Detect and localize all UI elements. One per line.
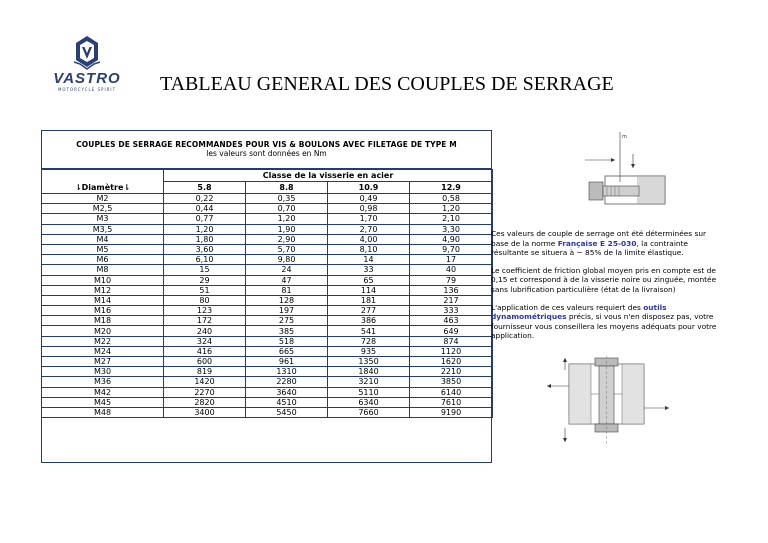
torque-value-cell: 4,00 bbox=[328, 234, 410, 244]
torque-value-cell: 416 bbox=[164, 346, 246, 356]
table-row bbox=[42, 387, 493, 397]
torque-value-cell: 385 bbox=[246, 326, 328, 336]
torque-value-cell: 1,20 bbox=[410, 204, 493, 214]
torque-value-cell: 172 bbox=[164, 316, 246, 326]
torque-value-cell: 65 bbox=[328, 275, 410, 285]
torque-value-cell: 1350 bbox=[328, 357, 410, 367]
torque-value-cell: 217 bbox=[410, 295, 493, 305]
table-row bbox=[42, 377, 493, 387]
table-row bbox=[42, 326, 493, 336]
torque-value-cell: 1120 bbox=[410, 346, 493, 356]
torque-value-cell: 2820 bbox=[164, 397, 246, 407]
norm-text-end: , la contrainte résultante se situera à ~ 85% de la limite élastique. bbox=[491, 238, 689, 258]
torque-value-cell: 8,10 bbox=[328, 244, 410, 254]
torque-value-cell: 9,80 bbox=[246, 255, 328, 265]
torque-value-cell: 541 bbox=[328, 326, 410, 336]
diameter-cell: M36 bbox=[42, 377, 164, 387]
torque-value-cell: 2,10 bbox=[410, 214, 493, 224]
table-row bbox=[42, 255, 493, 265]
torque-value-cell: 80 bbox=[164, 295, 246, 305]
diameter-cell: M14 bbox=[42, 295, 164, 305]
torque-value-cell: 0,44 bbox=[164, 204, 246, 214]
torque-value-cell: 1,20 bbox=[164, 224, 246, 234]
brand-logo bbox=[44, 34, 130, 96]
info-panel bbox=[491, 229, 723, 349]
diameter-cell: M48 bbox=[42, 407, 164, 417]
table-title: COUPLES DE SERRAGE RECOMMANDES POUR VIS & BOULONS AVEC FILETAGE DE TYPE M bbox=[76, 140, 457, 149]
torque-value-cell: 6140 bbox=[410, 387, 493, 397]
table-row bbox=[42, 204, 493, 214]
torque-value-cell: 518 bbox=[246, 336, 328, 346]
diameter-cell: M5 bbox=[42, 244, 164, 254]
table-row bbox=[42, 214, 493, 224]
table-row bbox=[42, 194, 493, 204]
diameter-cell: M10 bbox=[42, 275, 164, 285]
torque-value-cell: 2,70 bbox=[328, 224, 410, 234]
torque-value-cell: 0,98 bbox=[328, 204, 410, 214]
torque-value-cell: 79 bbox=[410, 275, 493, 285]
torque-value-cell: 0,35 bbox=[246, 194, 328, 204]
bolt-assembly-diagram bbox=[529, 356, 684, 446]
table-row bbox=[42, 295, 493, 305]
torque-value-cell: 5110 bbox=[328, 387, 410, 397]
table-header bbox=[42, 131, 491, 169]
torque-value-cell: 1,20 bbox=[246, 214, 328, 224]
torque-value-cell: 1620 bbox=[410, 357, 493, 367]
torque-value-cell: 665 bbox=[246, 346, 328, 356]
class-header-5-8: 5.8 bbox=[164, 182, 246, 194]
svg-text:m: m bbox=[622, 134, 627, 140]
diameter-cell: M20 bbox=[42, 326, 164, 336]
torque-value-cell: 136 bbox=[410, 285, 493, 295]
torque-value-cell: 40 bbox=[410, 265, 493, 275]
table-row bbox=[42, 306, 493, 316]
torque-value-cell: 3400 bbox=[164, 407, 246, 417]
torque-value-cell: 3,60 bbox=[164, 244, 246, 254]
table-row bbox=[42, 367, 493, 377]
table-row bbox=[42, 397, 493, 407]
diameter-cell: M16 bbox=[42, 306, 164, 316]
torque-value-cell: 386 bbox=[328, 316, 410, 326]
table-row bbox=[42, 265, 493, 275]
torque-value-cell: 2280 bbox=[246, 377, 328, 387]
diameter-cell: M22 bbox=[42, 336, 164, 346]
table-row bbox=[42, 407, 493, 417]
diameter-cell: M2,5 bbox=[42, 204, 164, 214]
class-header-12-9: 12.9 bbox=[410, 182, 493, 194]
torque-value-cell: 0,49 bbox=[328, 194, 410, 204]
torque-value-cell: 0,70 bbox=[246, 204, 328, 214]
torque-value-cell: 4,90 bbox=[410, 234, 493, 244]
brand-name: VASTRO bbox=[53, 70, 121, 87]
torque-value-cell: 240 bbox=[164, 326, 246, 336]
table-row bbox=[42, 224, 493, 234]
table-row bbox=[42, 316, 493, 326]
table-row bbox=[42, 357, 493, 367]
torque-value-cell: 0,22 bbox=[164, 194, 246, 204]
torque-value-cell: 4510 bbox=[246, 397, 328, 407]
diameter-cell: M3,5 bbox=[42, 224, 164, 234]
class-header-8-8: 8.8 bbox=[246, 182, 328, 194]
torque-value-cell: 5450 bbox=[246, 407, 328, 417]
norm-paragraph bbox=[491, 229, 723, 258]
torque-value-cell: 3210 bbox=[328, 377, 410, 387]
torque-value-cell: 29 bbox=[164, 275, 246, 285]
torque-value-cell: 47 bbox=[246, 275, 328, 285]
class-header-row bbox=[42, 170, 493, 182]
torque-value-cell: 1840 bbox=[328, 367, 410, 377]
torque-value-cell: 114 bbox=[328, 285, 410, 295]
class-header: Classe de la visserie en acier bbox=[164, 170, 493, 182]
torque-value-cell: 935 bbox=[328, 346, 410, 356]
torque-value-cell: 3,30 bbox=[410, 224, 493, 234]
logo-emblem-icon bbox=[44, 34, 130, 70]
diameter-cell: M4 bbox=[42, 234, 164, 244]
torque-value-cell: 2270 bbox=[164, 387, 246, 397]
table-subtitle: les valeurs sont données en Nm bbox=[206, 149, 327, 158]
torque-table bbox=[41, 130, 492, 463]
diameter-cell: M45 bbox=[42, 397, 164, 407]
torque-value-cell: 6,10 bbox=[164, 255, 246, 265]
torque-grid bbox=[41, 169, 493, 418]
torque-value-cell: 600 bbox=[164, 357, 246, 367]
torque-value-cell: 5,70 bbox=[246, 244, 328, 254]
torque-value-cell: 9,70 bbox=[410, 244, 493, 254]
tools-link[interactable]: outils dynamométriques bbox=[491, 302, 667, 322]
torque-value-cell: 128 bbox=[246, 295, 328, 305]
torque-value-cell: 9190 bbox=[410, 407, 493, 417]
tools-text-end: précis, si vous n'en disposez pas, votre fournisseur vous conseillera les moyens adéquats pour votre application. bbox=[491, 312, 717, 341]
table-row bbox=[42, 275, 493, 285]
diameter-cell: M8 bbox=[42, 265, 164, 275]
torque-value-cell: 0,77 bbox=[164, 214, 246, 224]
torque-value-cell: 3640 bbox=[246, 387, 328, 397]
diameter-header: ⇂Diamètre⇂ bbox=[42, 182, 164, 194]
table-row bbox=[42, 285, 493, 295]
table-row bbox=[42, 244, 493, 254]
torque-value-cell: 123 bbox=[164, 306, 246, 316]
torque-value-cell: 1420 bbox=[164, 377, 246, 387]
torque-value-cell: 277 bbox=[328, 306, 410, 316]
torque-value-cell: 17 bbox=[410, 255, 493, 265]
torque-value-cell: 7660 bbox=[328, 407, 410, 417]
torque-value-cell: 33 bbox=[328, 265, 410, 275]
torque-value-cell: 6340 bbox=[328, 397, 410, 407]
torque-value-cell: 874 bbox=[410, 336, 493, 346]
torque-value-cell: 1310 bbox=[246, 367, 328, 377]
class-header-10-9: 10.9 bbox=[328, 182, 410, 194]
torque-value-cell: 81 bbox=[246, 285, 328, 295]
brand-tagline: MOTORCYCLE SPIRIT bbox=[57, 87, 117, 92]
diameter-cell: M6 bbox=[42, 255, 164, 265]
torque-value-cell: 15 bbox=[164, 265, 246, 275]
norm-text-start: Ces valeurs de couple de serrage ont été déterminées sur base de la norme bbox=[491, 229, 707, 248]
torque-value-cell: 1,70 bbox=[328, 214, 410, 224]
torque-value-cell: 333 bbox=[410, 306, 493, 316]
diameter-cell: M24 bbox=[42, 346, 164, 356]
torque-value-cell: 1,90 bbox=[246, 224, 328, 234]
tools-paragraph bbox=[491, 303, 723, 341]
torque-value-cell: 7610 bbox=[410, 397, 493, 407]
bolt-section-diagram-top bbox=[575, 130, 670, 225]
torque-value-cell: 275 bbox=[246, 316, 328, 326]
page-title: TABLEAU GENERAL DES COUPLES DE SERRAGE bbox=[160, 73, 614, 95]
torque-value-cell: 0,58 bbox=[410, 194, 493, 204]
torque-value-cell: 463 bbox=[410, 316, 493, 326]
header-blank-cell bbox=[42, 170, 164, 182]
torque-value-cell: 1,80 bbox=[164, 234, 246, 244]
torque-value-cell: 24 bbox=[246, 265, 328, 275]
torque-value-cell: 819 bbox=[164, 367, 246, 377]
torque-value-cell: 181 bbox=[328, 295, 410, 305]
column-header-row bbox=[42, 182, 493, 194]
torque-value-cell: 649 bbox=[410, 326, 493, 336]
diameter-cell: M27 bbox=[42, 357, 164, 367]
torque-value-cell: 51 bbox=[164, 285, 246, 295]
table-row bbox=[42, 336, 493, 346]
tools-text-start: L'application de ces valeurs requiert des bbox=[491, 302, 644, 312]
torque-value-cell: 2210 bbox=[410, 367, 493, 377]
torque-value-cell: 728 bbox=[328, 336, 410, 346]
diameter-cell: M30 bbox=[42, 367, 164, 377]
torque-value-cell: 2,90 bbox=[246, 234, 328, 244]
table-row bbox=[42, 346, 493, 356]
diameter-cell: M3 bbox=[42, 214, 164, 224]
torque-value-cell: 3850 bbox=[410, 377, 493, 387]
torque-value-cell: 14 bbox=[328, 255, 410, 265]
table-row bbox=[42, 234, 493, 244]
diameter-cell: M18 bbox=[42, 316, 164, 326]
torque-value-cell: 197 bbox=[246, 306, 328, 316]
diameter-cell: M12 bbox=[42, 285, 164, 295]
norm-reference: Française E 25-030 bbox=[557, 238, 637, 248]
diameter-cell: M42 bbox=[42, 387, 164, 397]
friction-paragraph: Le coefficient de friction global moyen pris en compte est de 0,15 et correspond à de la visserie noire ou zinguée, montée sans lubrification particulière (état de la livraison) bbox=[491, 265, 717, 294]
diameter-cell: M2 bbox=[42, 194, 164, 204]
torque-value-cell: 324 bbox=[164, 336, 246, 346]
torque-value-cell: 961 bbox=[246, 357, 328, 367]
